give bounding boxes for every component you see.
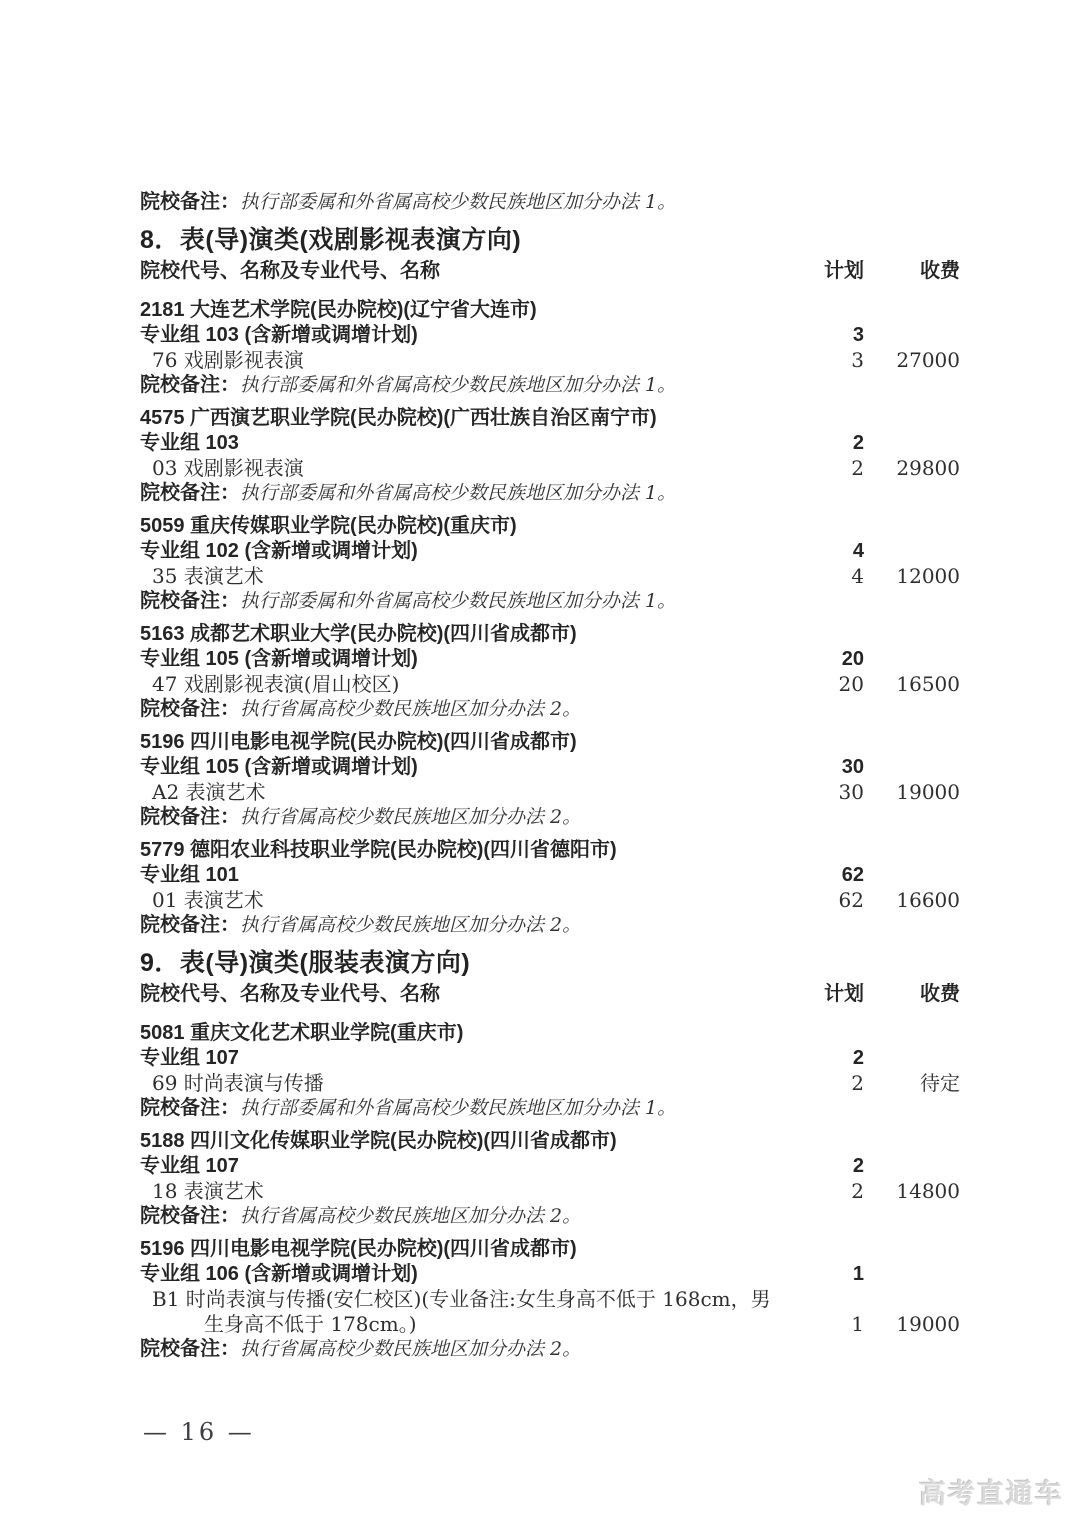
major-fee-value: 19000 [896,780,960,804]
group-plan-value: 2 [852,1047,864,1069]
major-plan-value: 2 [851,456,864,480]
page-number: — 16 — [143,1418,255,1446]
remark-label: 院校备注： [140,1338,240,1360]
group-row [140,431,960,456]
major-row [140,888,960,913]
group-plan-value: 4 [852,540,864,562]
group-name: 专业组 107 [140,1047,239,1069]
major-name: 47 戏剧影视表演(眉山校区) [152,672,400,696]
section-8 [140,223,960,938]
major-fee-value: 19000 [896,1312,960,1336]
college-line: 5081 重庆文化艺术职业学院(重庆市) [140,1022,464,1044]
college-line: 2181 大连艺术学院(民办院校)(辽宁省大连市) [140,299,537,321]
group-name: 专业组 102 (含新增或调增计划) [140,540,418,562]
major-name: 18 表演艺术 [152,1179,264,1203]
column-header-fee: 收费 [920,983,960,1005]
major-fee-value: 29800 [896,456,960,480]
major-name: 69 时尚表演与传播 [152,1071,324,1095]
major-fee-value: 16500 [896,672,960,696]
remark-line [140,1337,960,1362]
college-line: 5196 四川电影电视学院(民办院校)(四川省成都市) [140,1238,577,1260]
group-row [140,1154,960,1179]
college-entry [140,298,960,398]
major-plan-value: 1 [851,1312,864,1336]
college-entry [140,514,960,614]
watermark-gaokao-zhitongche: 高考直通车 [919,1479,1064,1509]
college-entry [140,730,960,830]
major-plan-value: 2 [851,1179,864,1203]
remark-line [140,913,960,938]
column-header-row [140,259,960,284]
major-plan-value: 62 [838,888,864,912]
remark-line [140,589,960,614]
remark-label: 院校备注： [140,191,240,213]
major-name: B1 时尚表演与传播(安仁校区)(专业备注:女生身高不低于 168cm，男生身高不低于 178cm。) [152,1287,771,1336]
major-fee-value: 12000 [896,564,960,588]
major-plan-value: 4 [851,564,864,588]
major-plan-value: 2 [851,1071,864,1095]
group-name: 专业组 107 [140,1155,239,1177]
major-row [140,456,960,481]
college-entry [140,622,960,722]
major-row [140,1287,960,1337]
group-name: 专业组 105 (含新增或调增计划) [140,756,418,778]
group-row [140,323,960,348]
column-header-fee: 收费 [920,260,960,282]
college-line: 4575 广西演艺职业学院(民办院校)(广西壮族自治区南宁市) [140,407,657,429]
remark-label: 院校备注： [140,482,240,504]
major-row [140,348,960,373]
column-header-plan: 计划 [824,983,864,1005]
group-plan-value: 1 [852,1263,864,1285]
remark-line [140,373,960,398]
college-line: 5188 四川文化传媒职业学院(民办院校)(四川省成都市) [140,1130,617,1152]
remark-label: 院校备注： [140,698,240,720]
major-row [140,1071,960,1096]
remark-label: 院校备注： [140,914,240,936]
college-entry [140,406,960,506]
group-plan-value: 3 [852,324,864,346]
remark-text: 执行省属高校少数民族地区加分办法 2。 [240,698,582,720]
major-plan-value: 20 [838,672,864,696]
group-name: 专业组 106 (含新增或调增计划) [140,1263,418,1285]
group-plan-value: 2 [852,432,864,454]
column-header-plan: 计划 [824,260,864,282]
major-name: 03 戏剧影视表演 [152,456,304,480]
remark-text: 执行省属高校少数民族地区加分办法 2。 [240,806,582,828]
college-entry [140,1021,960,1121]
remark-text: 执行省属高校少数民族地区加分办法 2。 [240,914,582,936]
group-plan-value: 30 [841,756,864,778]
remark-text: 执行部委属和外省属高校少数民族地区加分办法 1。 [240,590,677,612]
remark-line [140,481,960,506]
remark-text: 执行省属高校少数民族地区加分办法 2。 [240,1205,582,1227]
major-name: 35 表演艺术 [152,564,264,588]
major-row [140,564,960,589]
group-name: 专业组 103 [140,432,239,454]
major-fee-value: 27000 [896,348,960,372]
group-row [140,539,960,564]
remark-label: 院校备注： [140,806,240,828]
major-row [140,672,960,697]
remark-label: 院校备注： [140,1205,240,1227]
group-row [140,647,960,672]
remark-text: 执行省属高校少数民族地区加分办法 2。 [240,1338,582,1360]
college-line: 5196 四川电影电视学院(民办院校)(四川省成都市) [140,731,577,753]
remark-line [140,697,960,722]
section-title: 8．表(导)演类(戏剧影视表演方向) [140,226,522,254]
remark-label: 院校备注： [140,374,240,396]
remark-text: 执行部委属和外省属高校少数民族地区加分办法 1。 [240,374,677,396]
group-plan-value: 62 [841,864,864,886]
group-name: 专业组 103 (含新增或调增计划) [140,324,418,346]
remark-label: 院校备注： [140,590,240,612]
college-line: 5059 重庆传媒职业学院(民办院校)(重庆市) [140,515,517,537]
group-name: 专业组 105 (含新增或调增计划) [140,648,418,670]
group-plan-value: 2 [852,1155,864,1177]
carryover-remark-line [140,190,960,215]
remark-text: 执行部委属和外省属高校少数民族地区加分办法 1。 [240,1097,677,1119]
major-row [140,1179,960,1204]
remark-line [140,805,960,830]
college-entry [140,1237,960,1362]
remark-line [140,1096,960,1121]
remark-text: 执行部委属和外省属高校少数民族地区加分办法 1。 [240,191,677,213]
major-fee-value: 16600 [896,888,960,912]
column-header-name: 院校代号、名称及专业代号、名称 [140,260,440,282]
major-fee-value: 14800 [896,1179,960,1203]
section-9 [140,946,960,1362]
group-row [140,1046,960,1071]
remark-text: 执行部委属和外省属高校少数民族地区加分办法 1。 [240,482,677,504]
group-row [140,1262,960,1287]
group-plan-value: 20 [841,648,864,670]
college-line: 5779 德阳农业科技职业学院(民办院校)(四川省德阳市) [140,839,617,861]
section-title: 9．表(导)演类(服装表演方向) [140,949,471,977]
group-row [140,755,960,780]
major-fee-value: 待定 [920,1071,960,1095]
college-entry [140,838,960,938]
major-row [140,780,960,805]
major-plan-value: 30 [838,780,864,804]
column-header-name: 院校代号、名称及专业代号、名称 [140,983,440,1005]
column-header-row [140,982,960,1007]
major-name: A2 表演艺术 [152,780,266,804]
major-plan-value: 3 [851,348,864,372]
remark-line [140,1204,960,1229]
college-line: 5163 成都艺术职业大学(民办院校)(四川省成都市) [140,623,577,645]
group-row [140,863,960,888]
college-entry [140,1129,960,1229]
major-name: 01 表演艺术 [152,888,264,912]
group-name: 专业组 101 [140,864,239,886]
major-name: 76 戏剧影视表演 [152,348,304,372]
remark-label: 院校备注： [140,1097,240,1119]
